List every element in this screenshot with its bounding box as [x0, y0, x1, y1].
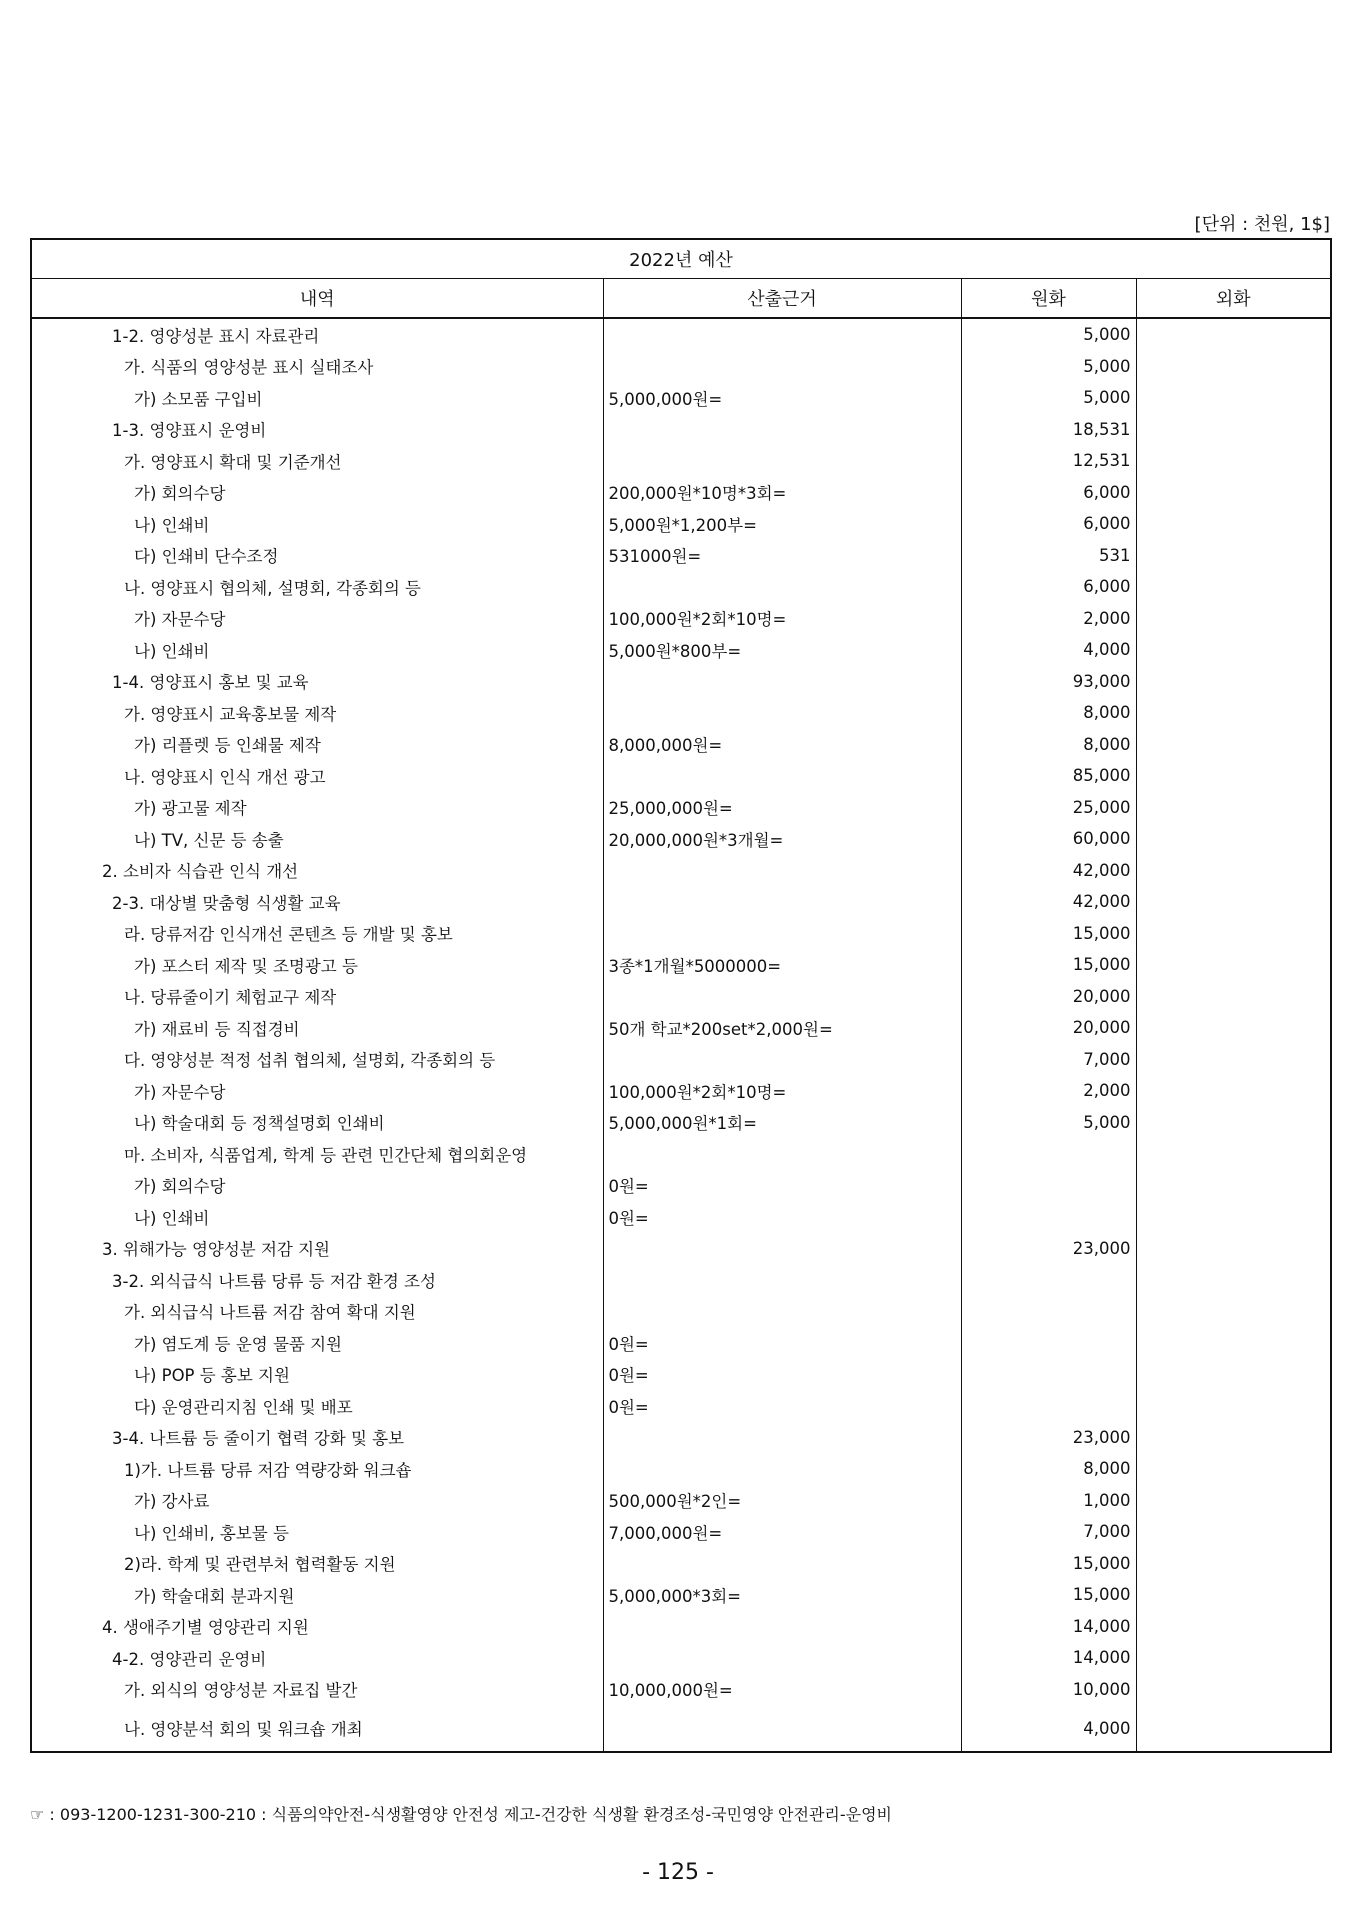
- table-row: [31, 477, 1331, 509]
- row-item: 3-4. 나트륨 등 줄이기 협력 강화 및 홍보: [31, 1422, 603, 1454]
- row-krw: [961, 1138, 1136, 1170]
- row-basis: [603, 1422, 961, 1454]
- row-item: 나) 학술대회 등 정책설명회 인쇄비: [31, 1107, 603, 1139]
- row-item: 4-2. 영양관리 운영비: [31, 1642, 603, 1674]
- table-row: [31, 1579, 1331, 1611]
- row-foreign: [1136, 760, 1331, 792]
- row-krw: 15,000: [961, 918, 1136, 950]
- table-row: [31, 318, 1331, 351]
- table-row: [31, 571, 1331, 603]
- column-header-krw: 원화: [961, 279, 1136, 319]
- row-basis: 10,000,000원=: [603, 1674, 961, 1706]
- row-foreign: [1136, 1075, 1331, 1107]
- table-row: [31, 540, 1331, 572]
- row-basis: 5,000,000*3회=: [603, 1579, 961, 1611]
- row-foreign: [1136, 603, 1331, 635]
- row-krw: 20,000: [961, 1012, 1136, 1044]
- row-krw: 6,000: [961, 508, 1136, 540]
- row-krw: 15,000: [961, 1579, 1136, 1611]
- table-body: [31, 318, 1331, 1752]
- table-row: [31, 1296, 1331, 1328]
- row-krw: 42,000: [961, 886, 1136, 918]
- table-row: [31, 1359, 1331, 1391]
- row-krw: 1,000: [961, 1485, 1136, 1517]
- row-basis: [603, 855, 961, 887]
- row-basis: 0원=: [603, 1390, 961, 1422]
- row-item: 가) 리플렛 등 인쇄물 제작: [31, 729, 603, 761]
- row-krw: 18,531: [961, 414, 1136, 446]
- table-row: [31, 1453, 1331, 1485]
- table-row: [31, 760, 1331, 792]
- row-basis: [603, 1138, 961, 1170]
- row-krw: [961, 1359, 1136, 1391]
- row-item: 가. 외식급식 나트륨 저감 참여 확대 지원: [31, 1296, 603, 1328]
- row-basis: [603, 1296, 961, 1328]
- row-item: 가) 자문수당: [31, 1075, 603, 1107]
- table-row: [31, 445, 1331, 477]
- row-basis: [603, 981, 961, 1013]
- row-foreign: [1136, 1485, 1331, 1517]
- table-row: [31, 1075, 1331, 1107]
- row-basis: 20,000,000원*3개월=: [603, 823, 961, 855]
- row-foreign: [1136, 1327, 1331, 1359]
- row-item: 가. 영양표시 확대 및 기준개선: [31, 445, 603, 477]
- row-krw: [961, 1327, 1136, 1359]
- row-foreign: [1136, 855, 1331, 887]
- row-krw: 5,000: [961, 382, 1136, 414]
- row-basis: 0원=: [603, 1359, 961, 1391]
- row-basis: 500,000원*2인=: [603, 1485, 961, 1517]
- row-basis: 5,000,000원*1회=: [603, 1107, 961, 1139]
- page-number: - 125 -: [642, 1860, 714, 1885]
- row-item: 나) TV, 신문 등 송출: [31, 823, 603, 855]
- table-row: [31, 949, 1331, 981]
- row-item: 라. 당류저감 인식개선 콘텐츠 등 개발 및 홍보: [31, 918, 603, 950]
- column-header-foreign: 외화: [1136, 279, 1331, 319]
- row-basis: 3종*1개월*5000000=: [603, 949, 961, 981]
- table-row: [31, 697, 1331, 729]
- row-basis: [603, 1611, 961, 1643]
- table-row: [31, 382, 1331, 414]
- row-foreign: [1136, 1012, 1331, 1044]
- row-krw: [961, 1170, 1136, 1202]
- table-row: [31, 1674, 1331, 1706]
- row-basis: [603, 1264, 961, 1296]
- column-header-basis: 산출근거: [603, 279, 961, 319]
- row-foreign: [1136, 981, 1331, 1013]
- row-item: 나) 인쇄비: [31, 634, 603, 666]
- row-item: 다) 운영관리지침 인쇄 및 배포: [31, 1390, 603, 1422]
- row-krw: 7,000: [961, 1044, 1136, 1076]
- table-row: [31, 729, 1331, 761]
- row-basis: [603, 1548, 961, 1580]
- row-foreign: [1136, 414, 1331, 446]
- table-row: [31, 886, 1331, 918]
- table-row: [31, 414, 1331, 446]
- row-basis: [603, 1044, 961, 1076]
- row-item: 다. 영양성분 적정 섭취 협의체, 설명회, 각종회의 등: [31, 1044, 603, 1076]
- row-basis: 0원=: [603, 1201, 961, 1233]
- table-row: [31, 1233, 1331, 1265]
- row-basis: 0원=: [603, 1327, 961, 1359]
- row-krw: 93,000: [961, 666, 1136, 698]
- row-foreign: [1136, 508, 1331, 540]
- row-basis: [603, 1233, 961, 1265]
- row-item: 나) POP 등 홍보 지원: [31, 1359, 603, 1391]
- row-foreign: [1136, 1705, 1331, 1752]
- row-item: 가. 영양표시 교육홍보물 제작: [31, 697, 603, 729]
- row-krw: 5,000: [961, 318, 1136, 351]
- row-foreign: [1136, 729, 1331, 761]
- row-foreign: [1136, 477, 1331, 509]
- row-foreign: [1136, 382, 1331, 414]
- row-basis: [603, 445, 961, 477]
- row-item: 나. 영양분석 회의 및 워크숍 개최: [31, 1705, 603, 1752]
- row-foreign: [1136, 697, 1331, 729]
- row-krw: [961, 1296, 1136, 1328]
- row-basis: [603, 1642, 961, 1674]
- row-foreign: [1136, 1422, 1331, 1454]
- row-basis: [603, 918, 961, 950]
- footnote: ☞ : 093-1200-1231-300-210 : 식품의약안전-식생활영양 안전성 제고-건강한 식생활 환경조성-국민영양 안전관리-운영비: [30, 1805, 893, 1824]
- row-item: 나. 당류줄이기 체험교구 제작: [31, 981, 603, 1013]
- row-krw: 531: [961, 540, 1136, 572]
- row-krw: 15,000: [961, 1548, 1136, 1580]
- table-title: 2022년 예산: [31, 239, 1331, 279]
- row-basis: [603, 318, 961, 351]
- row-krw: 6,000: [961, 477, 1136, 509]
- row-foreign: [1136, 1044, 1331, 1076]
- row-foreign: [1136, 1296, 1331, 1328]
- row-krw: 5,000: [961, 351, 1136, 383]
- row-item: 1-4. 영양표시 홍보 및 교육: [31, 666, 603, 698]
- table-row: [31, 351, 1331, 383]
- row-foreign: [1136, 1170, 1331, 1202]
- row-krw: 2,000: [961, 603, 1136, 635]
- table-row: [31, 508, 1331, 540]
- row-item: 2-3. 대상별 맞춤형 식생활 교육: [31, 886, 603, 918]
- table-row: [31, 981, 1331, 1013]
- row-krw: 6,000: [961, 571, 1136, 603]
- row-krw: [961, 1201, 1136, 1233]
- row-item: 가. 식품의 영양성분 표시 실태조사: [31, 351, 603, 383]
- row-item: 3-2. 외식급식 나트륨 당류 등 저감 환경 조성: [31, 1264, 603, 1296]
- table-row: [31, 1201, 1331, 1233]
- row-item: 가) 학술대회 분과지원: [31, 1579, 603, 1611]
- row-krw: [961, 1264, 1136, 1296]
- row-foreign: [1136, 1642, 1331, 1674]
- row-foreign: [1136, 1233, 1331, 1265]
- row-item: 가) 재료비 등 직접경비: [31, 1012, 603, 1044]
- row-item: 나) 인쇄비: [31, 1201, 603, 1233]
- table-row: [31, 823, 1331, 855]
- row-foreign: [1136, 1107, 1331, 1139]
- table-row: [31, 1548, 1331, 1580]
- row-item: 가) 강사료: [31, 1485, 603, 1517]
- row-krw: 25,000: [961, 792, 1136, 824]
- table-row: [31, 1642, 1331, 1674]
- row-krw: 15,000: [961, 949, 1136, 981]
- row-basis: [603, 697, 961, 729]
- row-basis: 5,000원*800부=: [603, 634, 961, 666]
- row-krw: 5,000: [961, 1107, 1136, 1139]
- row-krw: 60,000: [961, 823, 1136, 855]
- row-basis: [603, 886, 961, 918]
- row-krw: 8,000: [961, 1453, 1136, 1485]
- row-item: 가) 회의수당: [31, 477, 603, 509]
- row-item: 가) 포스터 제작 및 조명광고 등: [31, 949, 603, 981]
- row-item: 나) 인쇄비: [31, 508, 603, 540]
- row-basis: 5,000원*1,200부=: [603, 508, 961, 540]
- row-item: 2. 소비자 식습관 인식 개선: [31, 855, 603, 887]
- row-krw: 20,000: [961, 981, 1136, 1013]
- row-foreign: [1136, 918, 1331, 950]
- row-basis: 50개 학교*200set*2,000원=: [603, 1012, 961, 1044]
- row-basis: [603, 760, 961, 792]
- table-row: [31, 1611, 1331, 1643]
- row-foreign: [1136, 1611, 1331, 1643]
- row-krw: 23,000: [961, 1422, 1136, 1454]
- row-krw: 8,000: [961, 697, 1136, 729]
- row-basis: 100,000원*2회*10명=: [603, 1075, 961, 1107]
- table-row: [31, 1264, 1331, 1296]
- row-item: 1)가. 나트륨 당류 저감 역량강화 워크숍: [31, 1453, 603, 1485]
- row-basis: 0원=: [603, 1170, 961, 1202]
- row-krw: 42,000: [961, 855, 1136, 887]
- row-basis: [603, 666, 961, 698]
- row-foreign: [1136, 949, 1331, 981]
- table-row: [31, 1516, 1331, 1548]
- row-item: 가) 회의수당: [31, 1170, 603, 1202]
- row-krw: 12,531: [961, 445, 1136, 477]
- row-foreign: [1136, 1264, 1331, 1296]
- row-foreign: [1136, 318, 1331, 351]
- row-foreign: [1136, 571, 1331, 603]
- table-row: [31, 855, 1331, 887]
- row-item: 가. 외식의 영양성분 자료집 발간: [31, 1674, 603, 1706]
- row-foreign: [1136, 445, 1331, 477]
- row-item: 가) 자문수당: [31, 603, 603, 635]
- table-row: [31, 1170, 1331, 1202]
- row-krw: 10,000: [961, 1674, 1136, 1706]
- row-foreign: [1136, 540, 1331, 572]
- table-row: [31, 666, 1331, 698]
- row-item: 3. 위해가능 영양성분 저감 지원: [31, 1233, 603, 1265]
- table-row: [31, 1422, 1331, 1454]
- row-basis: [603, 1453, 961, 1485]
- row-krw: 85,000: [961, 760, 1136, 792]
- row-foreign: [1136, 886, 1331, 918]
- row-item: 나. 영양표시 협의체, 설명회, 각종회의 등: [31, 571, 603, 603]
- row-foreign: [1136, 1201, 1331, 1233]
- row-foreign: [1136, 351, 1331, 383]
- row-basis: 531000원=: [603, 540, 961, 572]
- table-row: [31, 792, 1331, 824]
- row-basis: [603, 1705, 961, 1752]
- row-krw: 7,000: [961, 1516, 1136, 1548]
- row-item: 다) 인쇄비 단수조정: [31, 540, 603, 572]
- row-basis: [603, 414, 961, 446]
- row-item: 4. 생애주기별 영양관리 지원: [31, 1611, 603, 1643]
- row-foreign: [1136, 634, 1331, 666]
- row-foreign: [1136, 1516, 1331, 1548]
- table-row: [31, 918, 1331, 950]
- row-item: 나. 영양표시 인식 개선 광고: [31, 760, 603, 792]
- row-basis: [603, 351, 961, 383]
- row-foreign: [1136, 792, 1331, 824]
- row-basis: 7,000,000원=: [603, 1516, 961, 1548]
- table-row: [31, 1107, 1331, 1139]
- row-foreign: [1136, 1548, 1331, 1580]
- table-row: [31, 1705, 1331, 1752]
- row-item: 1-2. 영양성분 표시 자료관리: [31, 318, 603, 351]
- row-basis: 200,000원*10명*3회=: [603, 477, 961, 509]
- row-item: 가) 염도계 등 운영 물품 지원: [31, 1327, 603, 1359]
- table-row: [31, 1390, 1331, 1422]
- row-foreign: [1136, 666, 1331, 698]
- row-item: 나) 인쇄비, 홍보물 등: [31, 1516, 603, 1548]
- row-item: 가) 광고물 제작: [31, 792, 603, 824]
- row-krw: 4,000: [961, 634, 1136, 666]
- row-krw: 8,000: [961, 729, 1136, 761]
- row-item: 마. 소비자, 식품업계, 학계 등 관련 민간단체 협의회운영: [31, 1138, 603, 1170]
- row-foreign: [1136, 1359, 1331, 1391]
- row-item: 가) 소모품 구입비: [31, 382, 603, 414]
- table-row: [31, 634, 1331, 666]
- row-krw: [961, 1390, 1136, 1422]
- table-row: [31, 1012, 1331, 1044]
- row-foreign: [1136, 1674, 1331, 1706]
- row-basis: [603, 571, 961, 603]
- row-basis: 8,000,000원=: [603, 729, 961, 761]
- row-item: 2)라. 학계 및 관련부처 협력활동 지원: [31, 1548, 603, 1580]
- table-row: [31, 1044, 1331, 1076]
- table-row: [31, 1485, 1331, 1517]
- row-krw: 14,000: [961, 1642, 1136, 1674]
- row-foreign: [1136, 1138, 1331, 1170]
- row-krw: 4,000: [961, 1705, 1136, 1752]
- budget-table: [30, 238, 1332, 1753]
- row-krw: 23,000: [961, 1233, 1136, 1265]
- row-foreign: [1136, 1390, 1331, 1422]
- row-basis: 100,000원*2회*10명=: [603, 603, 961, 635]
- row-krw: 2,000: [961, 1075, 1136, 1107]
- column-header-item: 내역: [31, 279, 603, 319]
- table-row: [31, 603, 1331, 635]
- table-row: [31, 1138, 1331, 1170]
- row-foreign: [1136, 823, 1331, 855]
- unit-label: [단위 : 천원, 1$]: [1194, 214, 1330, 235]
- row-foreign: [1136, 1453, 1331, 1485]
- row-item: 1-3. 영양표시 운영비: [31, 414, 603, 446]
- table-row: [31, 1327, 1331, 1359]
- row-basis: 5,000,000원=: [603, 382, 961, 414]
- row-krw: 14,000: [961, 1611, 1136, 1643]
- row-foreign: [1136, 1579, 1331, 1611]
- row-basis: 25,000,000원=: [603, 792, 961, 824]
